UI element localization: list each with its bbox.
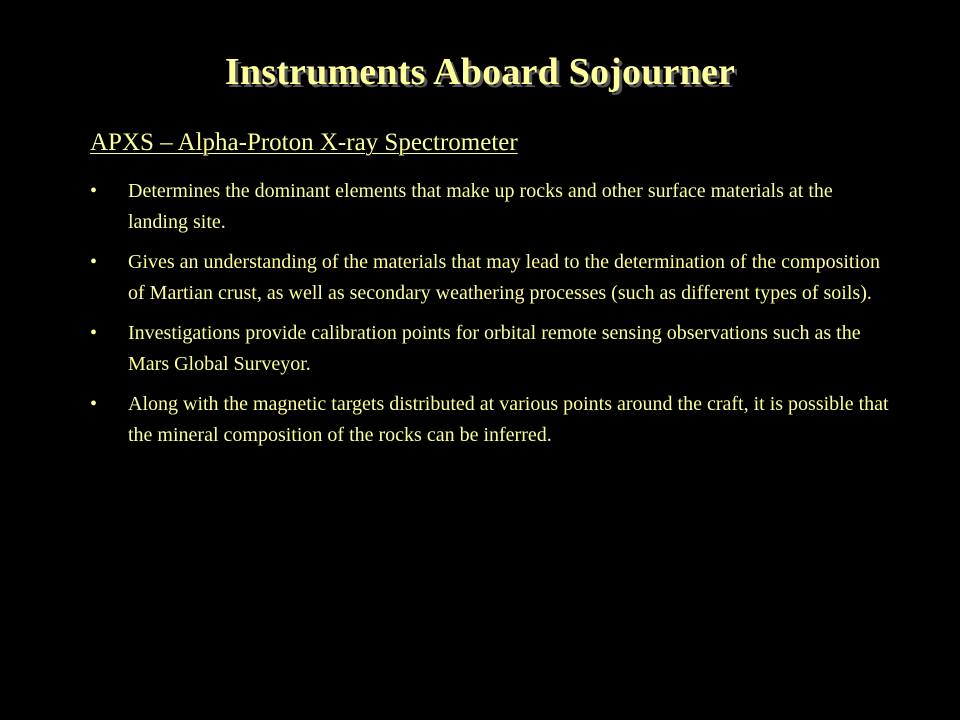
bullet-mark: • [90,393,98,415]
slide-subheading: APXS – Alpha-Proton X-ray Spectrometer [90,129,518,156]
bullet-list [90,176,890,460]
bullet-item [90,247,890,309]
bullet-text: Determines the dominant elements that make up rocks and other surface materials at the landing site. [128,180,833,233]
bullet-item [90,176,890,238]
bullet-text: Gives an understanding of the materials that may lead to the determination of the composition of Martian crust, as well as secondary weathering processes (such as different types of soils). [128,251,881,304]
bullet-item [90,389,890,451]
bullet-text: Investigations provide calibration points for orbital remote sensing observations such as the Mars Global Surveyor. [128,322,861,375]
bullet-mark: • [90,180,98,202]
bullet-mark: • [90,251,98,273]
bullet-text: Along with the magnetic targets distributed at various points around the craft, it is possible that the mineral composition of the rocks can be inferred. [128,393,889,446]
slide-title: Instruments Aboard Sojourner [224,51,736,93]
bullet-item [90,318,890,380]
bullet-mark: • [90,322,98,344]
